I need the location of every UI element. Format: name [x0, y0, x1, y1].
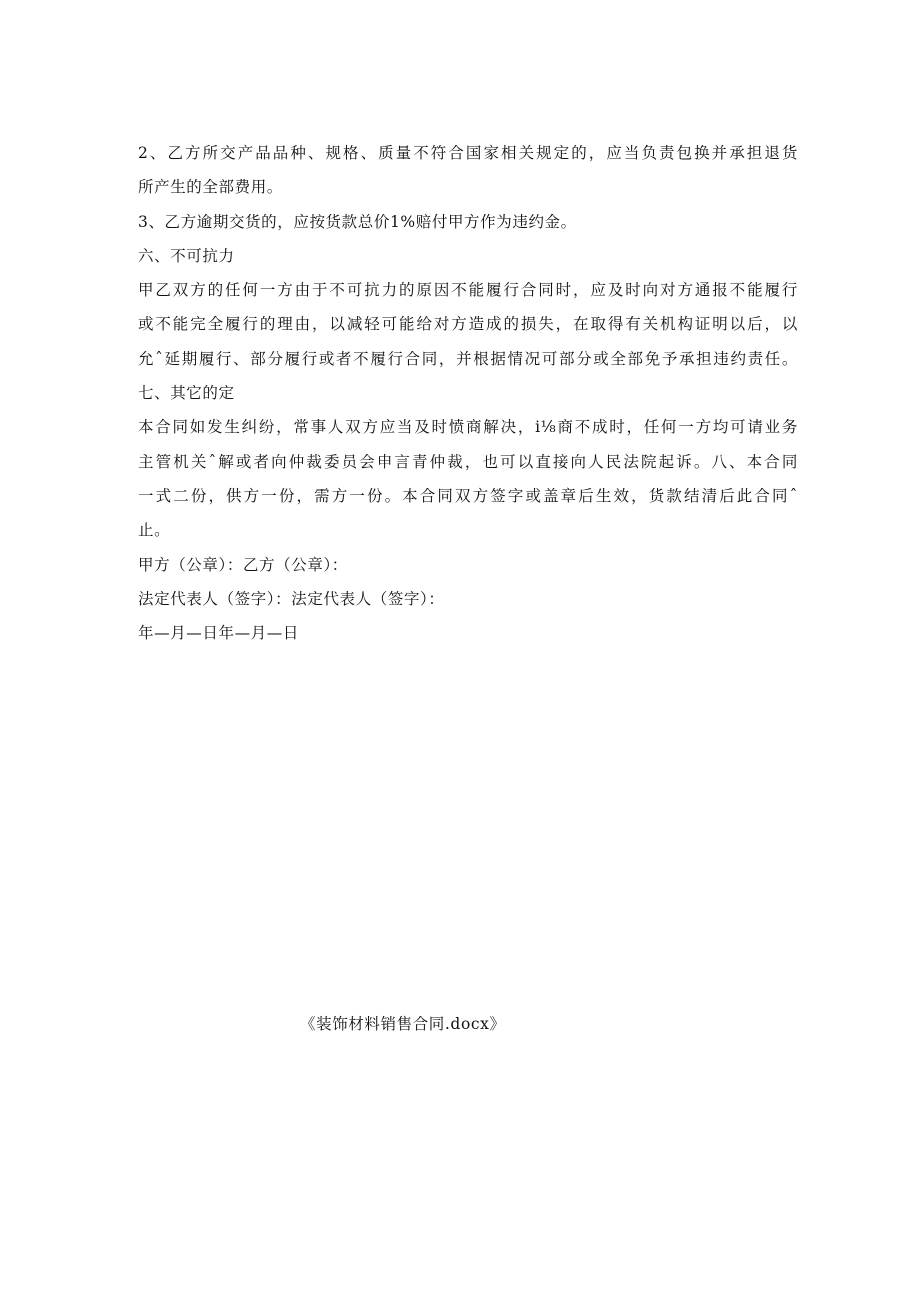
section-heading: 六、不可抗力: [138, 246, 235, 265]
text-line: 2、乙方所交产品品种、规格、质量不符合国家相关规定的，应当负责包换并承担退货: [138, 144, 798, 162]
document-body: [138, 136, 798, 650]
date-line: 年—月—日年—月—日: [138, 624, 300, 643]
text-line: 一式二份，供方一份，需方一份。本合同双方签字或盖章后生效，货款结清后此合同ˆ: [138, 486, 798, 505]
text-line: 3、乙方逾期交货的，应按货款总价1%赔付甲方作为违约金。: [138, 212, 577, 231]
text-line: 本合同如发生纠纷，常事人双方应当及时愤商解决，i⅛商不成时，任何一方均可请业务: [138, 418, 798, 437]
text-line: 主管机关ˆ解或者向仲裁委员会申言青仲裁，也可以直接向人民法院起诉。八、本合同: [138, 452, 798, 471]
section-heading: 七、其它的定: [138, 384, 235, 403]
text-line: 止。: [138, 521, 171, 540]
text-line: 或不能完全履行的理由，以减轻可能给对方造成的损失，在取得有关机构证明以后，以: [138, 315, 798, 334]
signature-line: 法定代表人（签字）：法定代表人（签字）：: [138, 589, 445, 608]
text-line: 所产生的全部费用。: [138, 178, 283, 197]
signature-line: 甲方（公章）：乙方（公章）：: [138, 555, 348, 574]
text-line: 甲乙双方的任何一方由于不可抗力的原因不能履行合同时，应及时向对方通报不能履行: [138, 281, 798, 300]
text-line: 允ˆ延期履行、部分履行或者不履行合同，并根据情况可部分或全部免予承担违约责任。: [138, 349, 798, 368]
document-footer: 《装饰材料销售合同.docx》: [300, 1015, 506, 1033]
